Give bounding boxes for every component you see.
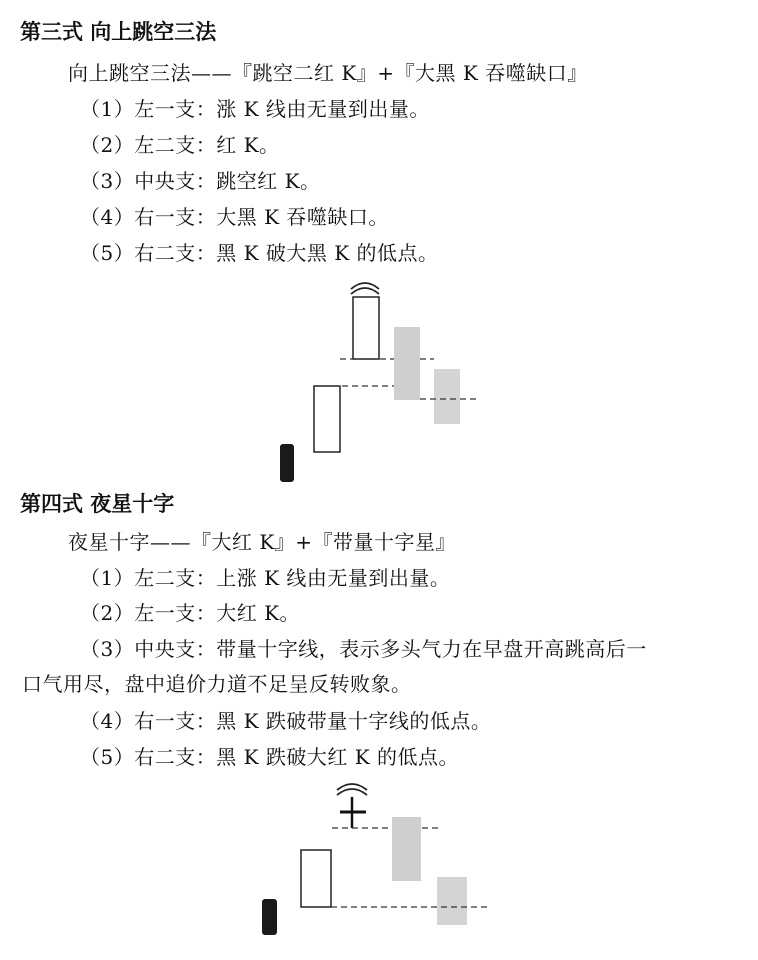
section4-item-4: （4）右一支：黑 K 跌破带量十字线的低点。 xyxy=(80,709,492,733)
section3-title: 第三式 向上跳空三法 xyxy=(20,20,217,44)
section3-item-2: （2）左二支：红 K。 xyxy=(80,133,280,157)
section4-formula: 夜星十字——『大红 K』+『带量十字星』 xyxy=(68,530,457,554)
section4-item-3-cont: 口气用尽，盘中追价力道不足呈反转败象。 xyxy=(22,672,412,696)
section3-formula: 向上跳空三法——『跳空二红 K』+『大黑 K 吞噬缺口』 xyxy=(68,61,588,85)
section4-white-candle xyxy=(301,850,331,907)
section3-item-1: （1）左一支：涨 K 线由无量到出量。 xyxy=(80,97,430,121)
section3-item-4: （4）右一支：大黑 K 吞噬缺口。 xyxy=(80,205,389,229)
section4-gray-candle-2 xyxy=(437,877,467,925)
section4-gray-candle-1 xyxy=(392,817,421,881)
section4-item-2: （2）左一支：大红 K。 xyxy=(80,601,301,625)
section4-title: 第四式 夜星十字 xyxy=(20,492,175,516)
section3-item-5: （5）右二支：黑 K 破大黑 K 的低点。 xyxy=(80,241,439,265)
section3-item-3: （3）中央支：跳空红 K。 xyxy=(80,169,321,193)
section4-item-1: （1）左二支：上涨 K 线由无量到出量。 xyxy=(80,566,451,590)
section4-black-candle xyxy=(262,899,277,935)
section4-item-5: （5）右二支：黑 K 跌破大红 K 的低点。 xyxy=(80,745,460,769)
section4-top-marker-2 xyxy=(337,789,367,795)
section4-item-3: （3）中央支：带量十字线，表示多头气力在早盘开高跳高后一 xyxy=(80,637,647,661)
